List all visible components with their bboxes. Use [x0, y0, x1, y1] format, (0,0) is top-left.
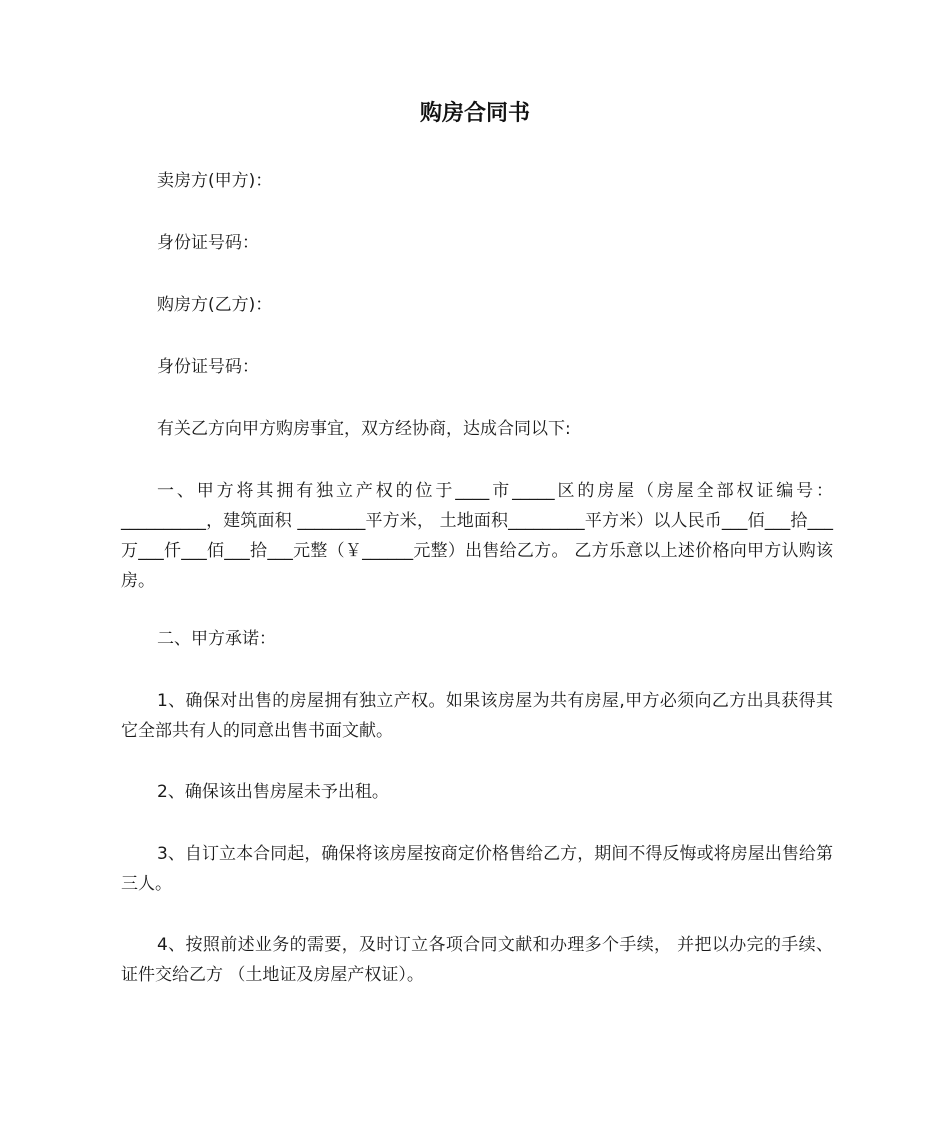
clause-2-heading: 二、甲方承诺： — [157, 629, 276, 649]
clause-1-paragraph: 一、甲方将其拥有独立产权的位于____市_____区的房屋（房屋全部权证编号：__________，建筑面积 ________平方米， 土地面积_________平方米）以人民币___佰___拾___万___仟___佰___拾___元整（￥______元整）出售给乙方。 乙方乐意以上述价格向甲方认购该房。 — [121, 481, 833, 591]
document-title: 购房合同书 — [419, 101, 530, 126]
promise-1-paragraph: 1、确保对出售的房屋拥有独立产权。如果该房屋为共有房屋,甲方必须向乙方出具获得其它全部共有人的同意出售书面文献。 — [121, 691, 833, 741]
promise-4-paragraph: 4、按照前述业务的需要，及时订立各项合同文献和办理多个手续， 并把以办完的手续、证件交给乙方 （土地证及房屋产权证）。 — [121, 935, 833, 985]
promise-2-paragraph: 2、确保该出售房屋未予出租。 — [157, 782, 389, 802]
buyer-id-label: 身份证号码： — [157, 357, 259, 377]
promise-3-paragraph: 3、自订立本合同起，确保将该房屋按商定价格售给乙方，期间不得反悔或将房屋出售给第三人。 — [121, 844, 833, 894]
seller-id-label: 身份证号码： — [157, 233, 259, 253]
intro-paragraph: 有关乙方向甲方购房事宜，双方经协商，达成合同以下: — [157, 419, 571, 439]
seller-label: 卖房方(甲方)： — [157, 171, 273, 191]
buyer-label: 购房方(乙方)： — [157, 295, 273, 315]
